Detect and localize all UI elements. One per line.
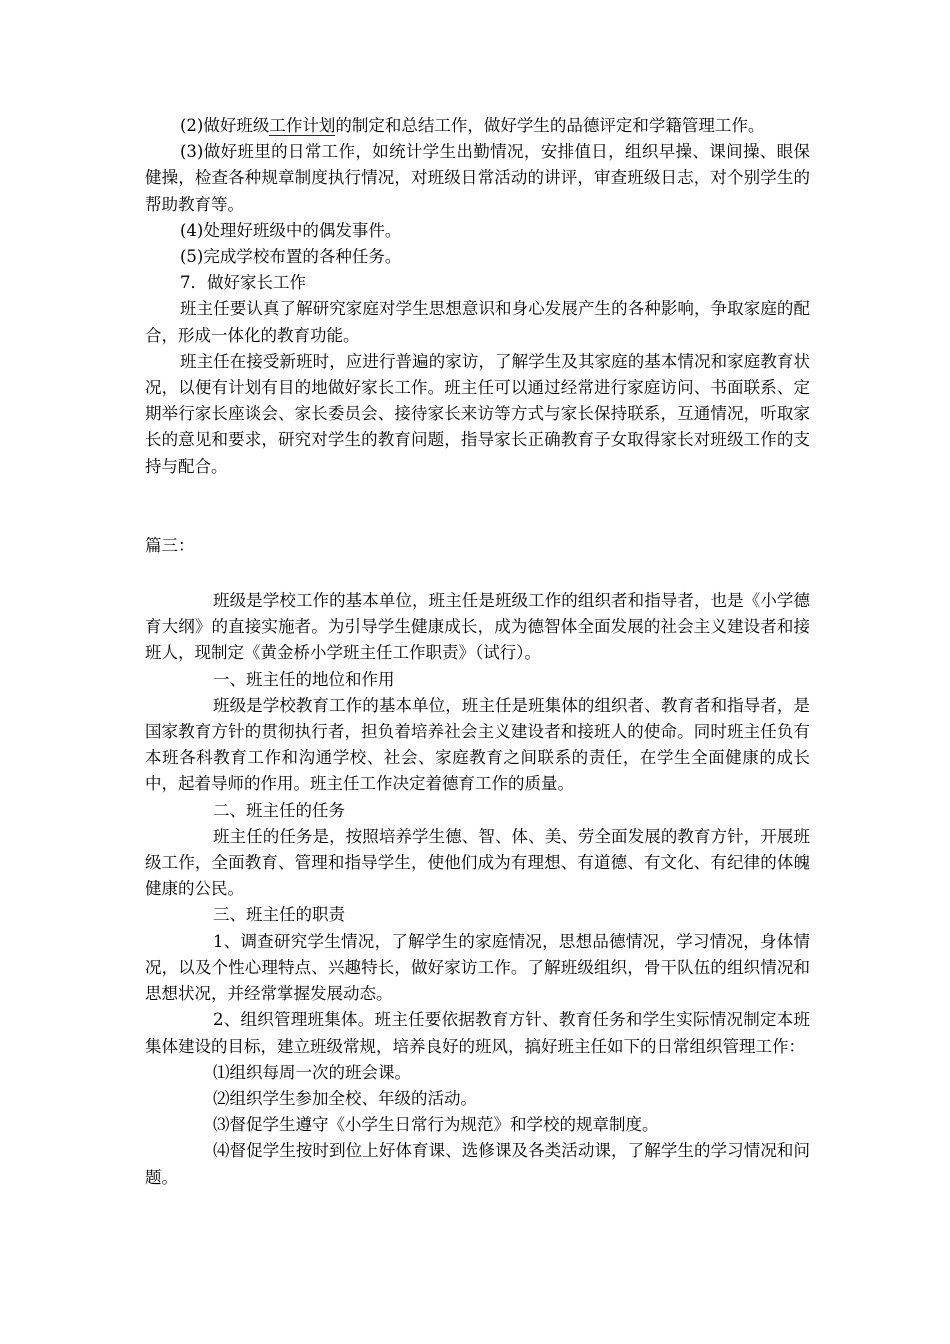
paragraph-home-visits: 班主任在接受新班时，应进行普遍的家访，了解学生及其家庭的基本情况和家庭教育状况，以便有计划有目的地做好家长工作。班主任可以通过经常进行家庭访问、书面联系、定期举行家长座谈会、家长委员会、接待家长来访等方式与家长保持联系，互通情况，听取家长的意见和要求，研究对学生的教育问题，指导家长正确教育子女取得家长对班级工作的支持与配合。: [145, 351, 810, 476]
paragraph-item-5: (5)完成学校布置的各种任务。: [180, 247, 402, 267]
section-title-part3: 篇三：: [145, 535, 195, 555]
list-item-2: ⑵组织学生参加全校、年级的活动。: [213, 1088, 477, 1108]
paragraph-tasks: 班主任的任务是，按照培养学生德、智、体、美、劳全面发展的教育方针，开展班级工作，全面教育、管理和指导学生，使他们成为有理想、有道德、有文化、有纪律的体魄健康的公民。: [145, 826, 810, 899]
section-spacer: [145, 559, 810, 588]
paragraph-intro: 班级是学校工作的基本单位，班主任是班级工作的组织者和指导者，也是《小学德育大纲》的直接实施者。为引导学生健康成长，成为德智体全面发展的社会主义建设者和接班人，现制定《黄金桥小学班主任工作职责》（试行）。: [145, 591, 810, 663]
heading-status-role: 一、班主任的地位和作用: [213, 669, 395, 689]
heading-duties: 三、班主任的职责: [213, 905, 345, 925]
paragraph-item-3: (3)做好班里的日常工作，如统计学生出勤情况，安排值日，组织早操、课间操、眼保健操，检查各种规章制度执行情况，对班级日常活动的讲评，审查班级日志，对个别学生的帮助教育等。: [145, 142, 810, 214]
paragraph-status-role: 班级是学校教育工作的基本单位，班主任是班集体的组织者、教育者和指导者，是国家教育方针的贯彻执行者，担负着培养社会主义建设者和接班人的使命。同时班主任负有本班各科教育工作和沟通学校、社会、家庭教育之间联系的责任，在学生全面健康的成长中，起着导师的作用。班主任工作决定着德育工作的质量。: [145, 695, 810, 794]
work-plan-link[interactable]: 工作计划: [269, 116, 336, 135]
list-item-3: ⑶督促学生遵守《小学生日常行为规范》和学校的规章制度。: [213, 1115, 659, 1135]
paragraph-item-4: (4)处理好班级中的偶发事件。: [180, 220, 402, 240]
paragraph-item-2-lead: (2)做好班级: [180, 116, 270, 135]
list-item-4: ⑷督促学生按时到位上好体育课、选修课及各类活动课，了解学生的学习情况和问题。: [145, 1141, 810, 1187]
document-body: [145, 113, 810, 1191]
paragraph-duty-2: 2、组织管理班集体。班主任要依据教育方针、教育任务和学生实际情况制定本班集体建设的目标，建立班级常规，培养良好的班风，搞好班主任如下的日常组织管理工作：: [145, 1010, 810, 1056]
section-spacer: [145, 480, 810, 533]
paragraph-parent-influence: 班主任要认真了解研究家庭对学生思想意识和身心发展产生的各种影响，争取家庭的配合，形成一体化的教育功能。: [145, 299, 810, 345]
paragraph-item-2: [145, 113, 810, 139]
paragraph-item-2-rest: 的制定和总结工作，做好学生的品德评定和学籍管理工作。: [335, 116, 765, 135]
heading-parent-work: 7．做好家长工作: [180, 273, 306, 293]
list-item-1: ⑴组织每周一次的班会课。: [213, 1062, 411, 1082]
heading-tasks: 二、班主任的任务: [213, 800, 345, 820]
paragraph-duty-1: 1、调查研究学生情况，了解学生的家庭情况，思想品德情况，学习情况，身体情况，以及个性心理特点、兴趣特长，做好家访工作。了解班级组织，骨干队伍的组织情况和思想状况，并经常掌握发展动态。: [145, 931, 810, 1004]
